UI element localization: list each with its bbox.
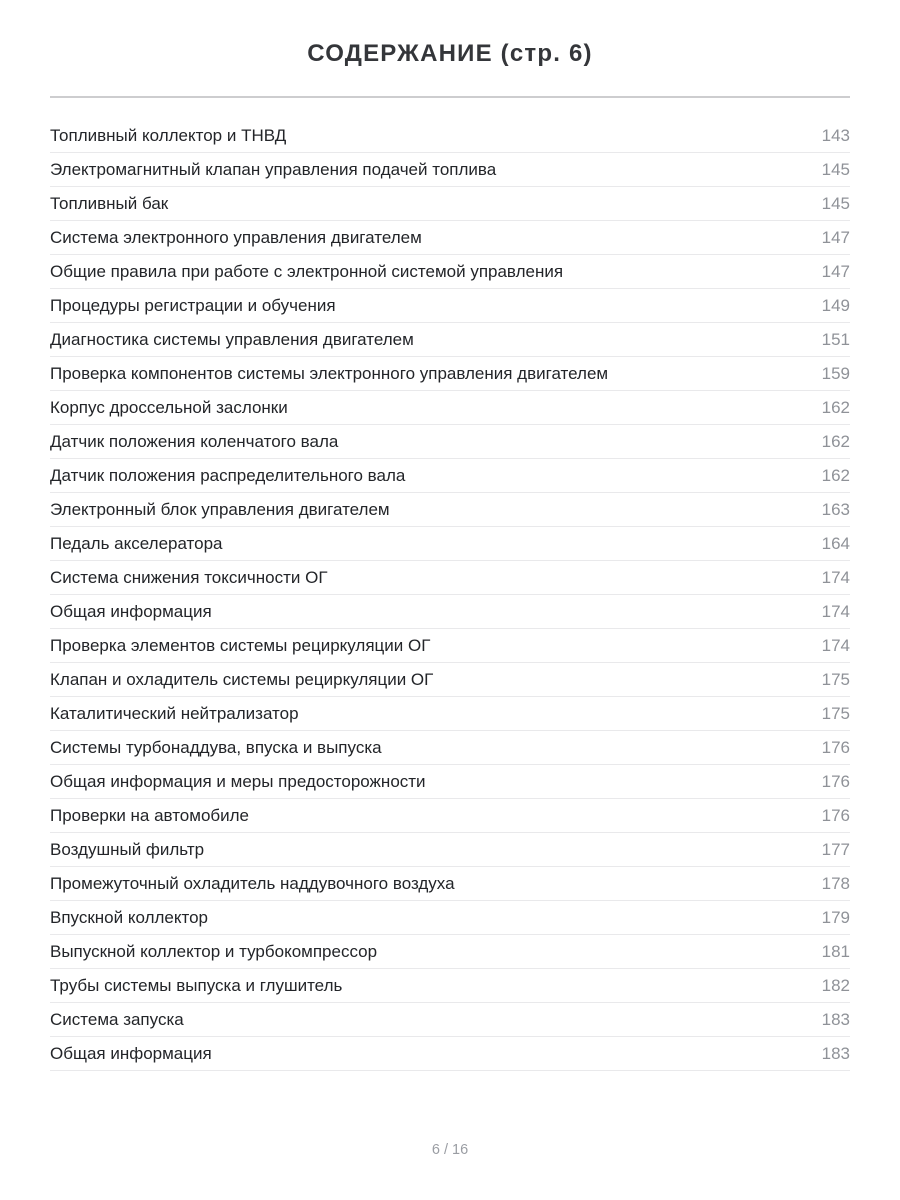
- toc-row: [50, 935, 850, 969]
- toc-entry-page-number: 162: [821, 397, 850, 417]
- toc-row: [50, 493, 850, 527]
- page-title: СОДЕРЖАНИЕ (стр. 6): [307, 40, 593, 67]
- toc-entry-label: Проверка элементов системы рециркуляции ОГ: [50, 635, 431, 655]
- toc-entry-page-number: 174: [821, 567, 850, 587]
- toc-row: [50, 765, 850, 799]
- toc-entry-page-number: 143: [821, 125, 850, 145]
- toc-row: [50, 595, 850, 629]
- toc-entry-page-number: 177: [821, 839, 850, 859]
- toc-entry-label: Датчик положения коленчатого вала: [50, 431, 339, 451]
- toc-entry-page-number: 182: [821, 975, 850, 995]
- toc-row: [50, 561, 850, 595]
- toc-entry-label: Проверки на автомобиле: [50, 805, 250, 825]
- toc-entry-page-number: 149: [821, 295, 850, 315]
- toc-row: [50, 731, 850, 765]
- toc-entry-page-number: 147: [821, 227, 850, 247]
- toc-entry-label: Общие правила при работе с электронной системой управления: [50, 261, 564, 281]
- toc-entry-page-number: 176: [821, 771, 850, 791]
- toc-entry-page-number: 159: [821, 363, 850, 383]
- toc-entry-page-number: 145: [821, 193, 850, 213]
- toc-entry-page-number: 183: [821, 1009, 850, 1029]
- toc-row: [50, 1037, 850, 1071]
- toc-entry-label: Впускной коллектор: [50, 907, 208, 927]
- toc-row: [50, 459, 850, 493]
- toc-row: [50, 323, 850, 357]
- toc-entry-page-number: 147: [821, 261, 850, 281]
- page-indicator: 6 / 16: [431, 1142, 469, 1158]
- toc-row: [50, 221, 850, 255]
- toc-entry-label: Корпус дроссельной заслонки: [50, 397, 288, 417]
- toc-entry-label: Проверка компонентов системы электронного управления двигателем: [50, 363, 609, 383]
- toc-row: [50, 527, 850, 561]
- toc-entry-page-number: 162: [821, 431, 850, 451]
- toc-entry-label: Электромагнитный клапан управления подачей топлива: [50, 159, 497, 179]
- toc-entry-page-number: 175: [821, 703, 850, 723]
- toc-row: [50, 391, 850, 425]
- toc-entry-label: Электронный блок управления двигателем: [50, 499, 390, 519]
- toc-row: [50, 289, 850, 323]
- toc-entry-label: Система электронного управления двигателем: [50, 227, 422, 247]
- toc-entry-label: Трубы системы выпуска и глушитель: [50, 975, 343, 995]
- toc-row: [50, 119, 850, 153]
- toc-entry-label: Процедуры регистрации и обучения: [50, 295, 336, 315]
- toc-entry-page-number: 163: [821, 499, 850, 519]
- toc-entry-page-number: 181: [821, 941, 850, 961]
- toc-entry-label: Воздушный фильтр: [50, 839, 205, 859]
- toc-list: [50, 119, 850, 1071]
- toc-row: [50, 1003, 850, 1037]
- toc-entry-page-number: 145: [821, 159, 850, 179]
- toc-entry-page-number: 151: [821, 329, 850, 349]
- toc-entry-page-number: 164: [821, 533, 850, 553]
- toc-row: [50, 187, 850, 221]
- toc-row: [50, 153, 850, 187]
- title-divider: [50, 96, 850, 98]
- toc-entry-label: Промежуточный охладитель наддувочного воздуха: [50, 873, 455, 893]
- toc-row: [50, 663, 850, 697]
- toc-entry-page-number: 179: [821, 907, 850, 927]
- toc-entry-label: Общая информация и меры предосторожности: [50, 771, 426, 791]
- toc-entry-label: Топливный коллектор и ТНВД: [50, 125, 287, 145]
- toc-entry-page-number: 175: [821, 669, 850, 689]
- toc-entry-label: Датчик положения распределительного вала: [50, 465, 406, 485]
- toc-entry-page-number: 178: [821, 873, 850, 893]
- toc-entry-page-number: 162: [821, 465, 850, 485]
- toc-row: [50, 969, 850, 1003]
- toc-entry-label: Общая информация: [50, 601, 212, 621]
- toc-entry-label: Выпускной коллектор и турбокомпрессор: [50, 941, 378, 961]
- toc-entry-label: Система снижения токсичности ОГ: [50, 567, 328, 587]
- toc-entry-page-number: 183: [821, 1043, 850, 1063]
- toc-entry-label: Общая информация: [50, 1043, 212, 1063]
- toc-entry-label: Система запуска: [50, 1009, 184, 1029]
- toc-entry-label: Топливный бак: [50, 193, 169, 213]
- toc-entry-page-number: 176: [821, 737, 850, 757]
- toc-row: [50, 255, 850, 289]
- toc-row: [50, 867, 850, 901]
- toc-entry-label: Педаль акселератора: [50, 533, 223, 553]
- toc-row: [50, 833, 850, 867]
- toc-entry-label: Клапан и охладитель системы рециркуляции ОГ: [50, 669, 434, 689]
- toc-entry-page-number: 174: [821, 635, 850, 655]
- toc-entry-label: Системы турбонаддува, впуска и выпуска: [50, 737, 382, 757]
- toc-row: [50, 901, 850, 935]
- toc-entry-page-number: 174: [821, 601, 850, 621]
- toc-entry-label: Каталитический нейтрализатор: [50, 703, 299, 723]
- toc-row: [50, 425, 850, 459]
- toc-entry-label: Диагностика системы управления двигателем: [50, 329, 414, 349]
- toc-row: [50, 799, 850, 833]
- toc-row: [50, 629, 850, 663]
- toc-row: [50, 357, 850, 391]
- toc-row: [50, 697, 850, 731]
- toc-entry-page-number: 176: [821, 805, 850, 825]
